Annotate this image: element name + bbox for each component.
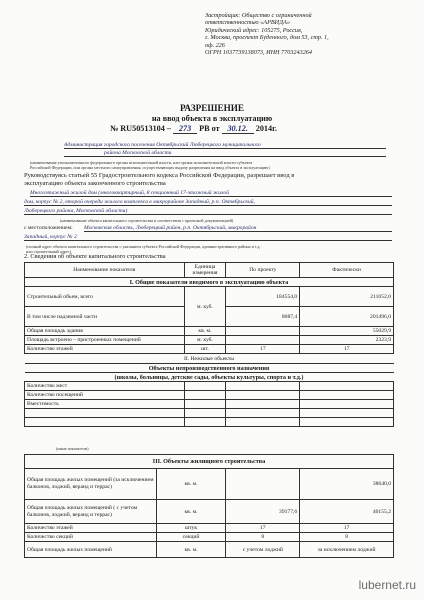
row-unit: штук bbox=[156, 524, 226, 533]
row-name: Общая площадь жилых помещений (за исключением балконов, лоджий, веранд и террас) bbox=[25, 469, 157, 500]
row-project: 8 bbox=[226, 533, 300, 542]
row-name: Количество мест bbox=[25, 382, 185, 391]
developer-line: оф. 226 bbox=[205, 41, 225, 49]
object-line3: Люберецкого района, Московской области) bbox=[24, 208, 392, 215]
object-caption: (наименование объекта капитального строительства в соответствии с проектной документацией) bbox=[60, 218, 234, 223]
row-project: 17 bbox=[226, 524, 300, 533]
object-line2: дом, корпус № 2, второй очереди жилого комплекса в микрорайоне Западный, р.п. Октябрьский, bbox=[24, 199, 392, 206]
watermark: lubernet.ru bbox=[358, 578, 416, 592]
part1-title: I. Общие показатели вводимого в эксплуатацию объекта bbox=[25, 278, 394, 287]
header-unit: Единица измерения bbox=[184, 263, 226, 278]
row-project: 17 bbox=[226, 345, 300, 354]
basis-line2: эксплуатацию объекта законченного строительства bbox=[24, 180, 166, 187]
location-caption-line2: или строительный адрес) bbox=[26, 249, 72, 254]
object-line1: Многоэтажный жилой дом (многоквартирный, 8 секционный 17-этажный жилой bbox=[30, 190, 392, 197]
location-line1: Московская область, Люберецкий район, р.п. Октябрьский, микрорайон bbox=[84, 225, 392, 232]
row-name: Вместимость bbox=[25, 400, 185, 409]
row-unit: кв. м. bbox=[184, 327, 226, 336]
row-name: Количество секций bbox=[25, 533, 157, 542]
table-row bbox=[25, 382, 394, 391]
part2-title: II. Нежилые объекты bbox=[25, 354, 394, 364]
indicators-table bbox=[24, 262, 394, 427]
row-actual: 40155,2 bbox=[300, 500, 394, 524]
row-name: Количество посещений bbox=[25, 391, 185, 400]
header-project: По проекту bbox=[226, 263, 300, 278]
row-project bbox=[226, 336, 300, 345]
part2-caption: (иные показатели) bbox=[56, 446, 89, 451]
row-project: 8087,4 bbox=[226, 307, 300, 327]
row-project bbox=[226, 327, 300, 336]
date-handwritten: 30.12. bbox=[222, 124, 254, 134]
row-actual: за исключением лоджий bbox=[300, 542, 394, 558]
table-row bbox=[25, 287, 394, 307]
header-actual: Фактически bbox=[300, 263, 394, 278]
document-subtitle: на ввод объекта в эксплуатацию bbox=[151, 114, 273, 123]
row-unit: кв. м. bbox=[156, 542, 226, 558]
basis-line1: Руководствуясь статьей 55 Градостроительного кодекса Российской Федерации, разрешает ввод в bbox=[24, 172, 295, 179]
developer-line: ответственностью «АРВИДА» bbox=[205, 19, 290, 27]
developer-line: Застройщик: Общество с ограниченной bbox=[205, 12, 312, 19]
number-mid: РВ от bbox=[199, 124, 220, 133]
row-name: Количество этажей bbox=[25, 345, 185, 354]
row-actual: 201496,0 bbox=[300, 307, 394, 327]
row-unit: кв. м. bbox=[156, 469, 226, 500]
authority-name-line2: района Московской области bbox=[64, 150, 386, 157]
document-title: РАЗРЕШЕНИЕ bbox=[179, 103, 245, 113]
table-header-row bbox=[25, 263, 394, 278]
section2-title: 2. Сведения об объекте капитального строительства bbox=[24, 253, 166, 260]
table-row bbox=[25, 500, 394, 524]
row-actual: 17 bbox=[300, 524, 394, 533]
row-name: Общая площадь жилых помещений ( с учетом балконов, лоджий, веранд и террас) bbox=[25, 500, 157, 524]
row-project: 39177,6 bbox=[226, 500, 300, 524]
part2-subtitle: Объекты непроизводственного назначения bbox=[25, 364, 394, 373]
table-row bbox=[25, 327, 394, 336]
location-line2: Западный, корпус № 2 bbox=[24, 234, 392, 241]
table-row bbox=[25, 533, 394, 542]
row-project: 184554,0 bbox=[226, 287, 300, 307]
row-unit: секций bbox=[156, 533, 226, 542]
row-name: В том числе надземной части bbox=[25, 307, 185, 327]
authority-name-line1: Администрация городского поселения Октябрьский Люберецкого муниципального bbox=[64, 142, 386, 149]
table-row bbox=[25, 400, 394, 409]
row-actual: 2323,9 bbox=[300, 336, 394, 345]
row-name: Площадь встроено – пристроенных помещений bbox=[25, 336, 185, 345]
authority-caption-line1: (наименование уполномоченного федерального органа исполнительной власти, или органа исполнительной власти субъекта bbox=[30, 160, 253, 165]
header-name: Наименование показателя bbox=[25, 263, 185, 278]
row-name: Количество этажей bbox=[25, 524, 157, 533]
row-project bbox=[226, 469, 300, 500]
row-actual: 55029,9 bbox=[300, 327, 394, 336]
row-actual: 17 bbox=[300, 345, 394, 354]
developer-block bbox=[205, 12, 415, 56]
table-row bbox=[25, 409, 394, 418]
row-name: Общая площадь жилых помещений bbox=[25, 542, 157, 558]
row-unit: м. куб. bbox=[184, 287, 226, 327]
developer-line: Юридический адрес: 105275, Россия, bbox=[205, 26, 303, 34]
row-unit: м. куб. bbox=[184, 336, 226, 345]
row-name: Строительный объем, всего bbox=[25, 287, 185, 307]
row-unit: кв. м. bbox=[156, 500, 226, 524]
row-name: Общая площадь здания bbox=[25, 327, 185, 336]
row-project: с учетом лоджий bbox=[226, 542, 300, 558]
document-number-line bbox=[110, 124, 277, 134]
developer-line: г. Москва, проспект Буденного, дом 53, стр. 1, bbox=[205, 34, 329, 42]
table-row bbox=[25, 336, 394, 345]
location-caption-line1: (полный адрес объекта капитального строительства с указанием субъекта Российской Федерации, административного района и т.д. bbox=[26, 244, 261, 249]
row-actual: 211052,0 bbox=[300, 287, 394, 307]
table-row bbox=[25, 542, 394, 558]
row-unit: шт. bbox=[184, 345, 226, 354]
row-actual: 38640,0 bbox=[300, 469, 394, 500]
authority-caption-line2: Российской Федерации, или органа местного самоуправления, осуществляющих выдачу разрешения на ввод объекта в эксплуатацию) bbox=[30, 165, 270, 170]
location-label: с местоположением: bbox=[24, 225, 73, 231]
housing-table bbox=[24, 454, 394, 558]
developer-line: ОГРН 1037739138073, ИНН 7703243264 bbox=[205, 49, 312, 57]
part3-title: III. Объекты жилищного строительства bbox=[25, 455, 394, 469]
number-handwritten: 273 bbox=[173, 124, 197, 134]
table-row bbox=[25, 524, 394, 533]
part2-subtitle2: (школы, больницы, детские сады, объекты культуры, спорта и т.д.) bbox=[25, 373, 394, 382]
table-row bbox=[25, 345, 394, 354]
number-prefix: № RU50513104 – bbox=[110, 124, 171, 133]
year: 2014г. bbox=[255, 124, 277, 133]
row-actual: 8 bbox=[300, 533, 394, 542]
table-row bbox=[25, 418, 394, 427]
table-row bbox=[25, 469, 394, 500]
table-row bbox=[25, 391, 394, 400]
